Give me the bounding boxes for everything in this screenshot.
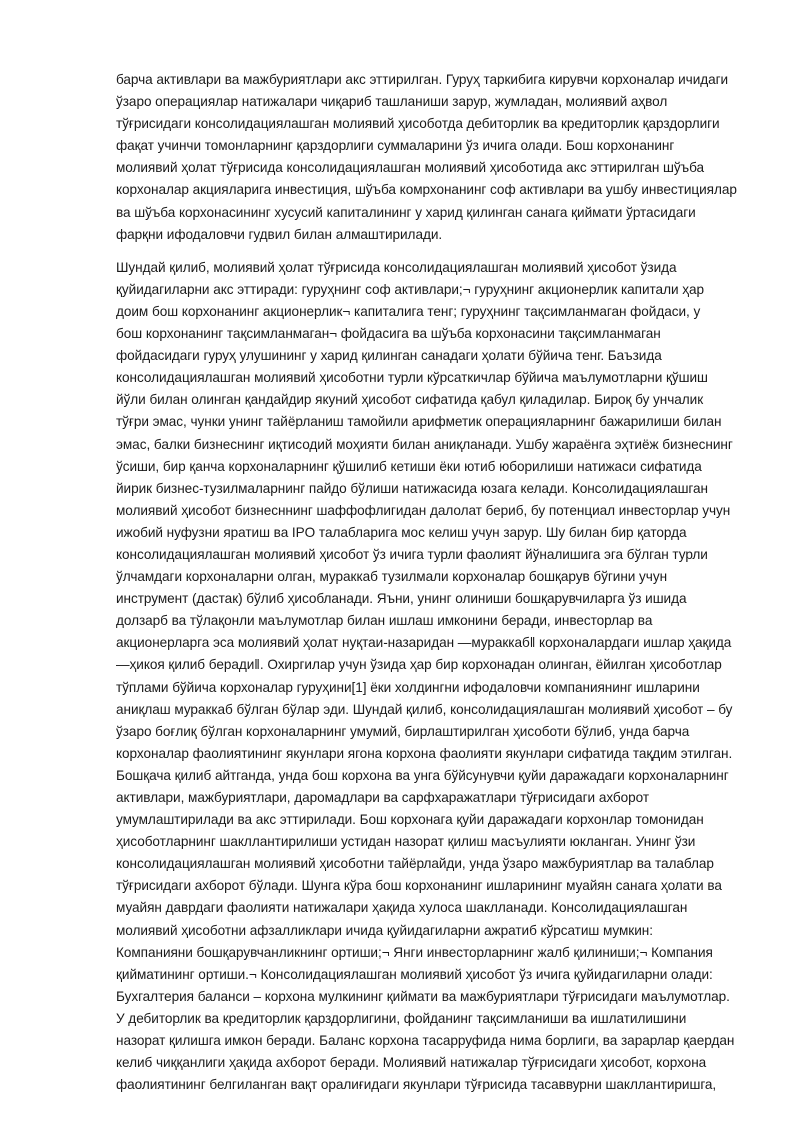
text-line: муайян даврдаги фаолияти натижалари ҳақида хулоса шаклланади. Консолидациялашган — [116, 900, 688, 916]
text-line: активлари, мажбуриятлари, даромадлари ва сарфхаражатлари тўғрисидаги ахборот — [116, 790, 650, 805]
text-line: ижобий нуфузни яратиш ва IPO талабларига мос келиш учун зарур. Шу билан бир қаторда — [116, 524, 687, 540]
text-line: инструмент (дастак) бўлиб ҳисобланади. Яъни, унинг олиниши бошқарувчиларга ўз ишида — [116, 591, 687, 607]
text-line: Шундай қилиб, молиявий ҳолат тўғрисида консолидациялашган молиявий ҳисобот ўзида — [116, 259, 677, 275]
text-line: эмас, балки бизнеснинг иқтисодий моҳияти билан аниқланади. Ушбу жараёнга эҳтиёж бизнеснинг — [116, 436, 733, 452]
text-line: ўзаро операциялар натижалари чиқариб ташланиши зарур, жумладан, молиявий аҳвол — [116, 94, 668, 110]
text-line: ҳисоботларнинг шакллантирилиши устидан назорат қилиш масъулияти юкланган. Унинг ўзи — [116, 834, 696, 850]
text-line: корхоналар фаолиятининг якунлари ягона корхона фаолияти якунлари сифатида тақдим этилган. — [116, 745, 733, 761]
text-line: аниқлаш мураккаб бўлган бўлар эди. Шундай қилиб, консолидациялашган молиявий ҳисобот – бу — [116, 701, 733, 717]
text-line: долзарб ва тўлақонли маълумотлар билан ишлаш имконини беради, инвесторлар ва — [116, 613, 653, 629]
text-line: қуйидагиларни акс эттиради: гуруҳнинг соф активлари;¬ гуруҳнинг акционерлик капитали ҳар — [116, 281, 704, 297]
text-line: тўғри эмас, чунки унинг тайёрланиш тамойили арифметик операцияларнинг бажарилиши билан — [116, 414, 722, 430]
text-line: бош корхонанинг тақсимланмаган¬ фойдасига ва шўъба корхонасини тақсимланмаган — [116, 326, 661, 342]
text-line: қийматининг ортиши.¬ Консолидациялашган молиявий ҳисобот ўз ичига қуйидагиларни олади: — [116, 966, 713, 982]
text-line: Компанияни бошқарувчанликнинг ортиши;¬ Янги инвесторларнинг жалб қилиниши;¬ Компания — [116, 944, 713, 960]
text-line: фаолиятининг белгиланган вақт оралиғидаги якунлари тўғрисида тасаввурни шакллантиришга, — [116, 1077, 717, 1093]
text-line: ўлчамдаги корхоналарни олган, мураккаб тузилмали корхоналар бошқарув бўгини учун — [116, 569, 668, 585]
paragraph-1 — [116, 69, 737, 246]
text-line: фарқни ифодаловчи гудвил билан алмаштирилади. — [116, 226, 443, 242]
text-line: Бошқача қилиб айтганда, унда бош корхона ва унга бўйсунувчи қуйи даражадаги корхоналарнинг — [116, 767, 729, 783]
text-line: ўзаро боғлиқ бўлган корхоналарнинг умумий, бирлаштирилган ҳисоботи бўлиб, унда барча — [116, 723, 690, 739]
text-line: акционерларга эса молиявий ҳолат нуқтаи-назаридан ―мураккаб‖ корхоналардаги ишлар ҳақида — [116, 635, 732, 651]
text-line: йўли билан олинган қандайдир якуний ҳисобот сифатида қабул қиладилар. Бироқ бу унчалик — [116, 392, 704, 408]
text-line: консолидациялашган молиявий ҳисоботни тайёрлайди, унда ўзаро мажбуриятлар ва талаблар — [116, 856, 714, 872]
text-line: корхоналар акцияларига инвестиция, шўъба комрхонанинг соф активлари ва ушбу инвестициялар — [116, 182, 737, 198]
body-text — [116, 69, 737, 1096]
text-line: ва шўъба корхонасининг хусусий капиталининг у харид қилинган санага қиймати ўртасидаги — [116, 204, 696, 220]
text-line: консолидациялашган молиявий ҳисобот ўз ичига турли фаолият йўналишига эга бўлган турли — [116, 546, 708, 562]
text-line: тўғрисидаги консолидациялашган молиявий ҳисоботда дебиторлик ва кредиторлик қарздорлиги — [116, 116, 720, 132]
text-line: ўсиши, бир қанча корхоналарнинг қўшилиб кетиши ёки ютиб юборилиши натижаси сифатида — [116, 458, 702, 474]
text-line: умумлаштирилади ва акс эттирилади. Бош корхонага қуйи даражадаги корхонлар томонидан — [116, 812, 704, 828]
text-line: тўғрисидаги ахборот бўлади. Шунга кўра бош корхонанинг ишларининг муайян санага ҳолати ва — [116, 878, 722, 894]
text-line: барча активлари ва мажбуриятлари акс эттирилган. Гуруҳ таркибига кирувчи корхоналар ичидаги — [116, 72, 729, 87]
text-line: Бухгалтерия баланси – корхона мулкининг қиймати ва мажбуриятлари тўғрисидаги маълумотлар. — [116, 988, 730, 1004]
text-line: доим бош корхонанинг акционерлик¬ капиталига тенг; гуруҳнинг тақсимланмаган фойдаси, у — [116, 303, 701, 319]
text-line: молиявий ҳолат тўғрисида консолидациялашган молиявий ҳисоботида акс эттирилган шўъба — [116, 160, 705, 176]
text-line: келиб чиққанлиги ҳақида ахборот беради. Молиявий натижалар тўғрисидаги ҳисобот, корхона — [116, 1055, 707, 1071]
text-line: У дебиторлик ва кредиторлик қарздорлигини, фойданинг тақсимланиши ва ишлатилишини — [116, 1010, 687, 1026]
paragraph-2 — [116, 257, 735, 1097]
text-line: фақат учинчи томонларнинг қарздорлиги суммаларини ўз ичига олади. Бош корхонанинг — [116, 138, 675, 154]
text-line: фойдасидаги гуруҳ улушининг у харид қилинган санадаги ҳолати бўйича тенг. Баъзида — [116, 348, 662, 364]
text-line: молиявий ҳисоботни афзалликлари ичида қуйидагиларни ажратиб кўрсатиш мумкин: — [116, 922, 653, 938]
text-line: назорат қилишга имкон беради. Баланс корхона тасарруфида нима борлиги, ва зарарлар қаердан — [116, 1033, 735, 1049]
text-line: ―ҳикоя қилиб беради‖. Охиргилар учун ўзида ҳар бир корхонадан олинган, ёйилган ҳисоботлар — [116, 657, 722, 673]
text-line: консолидациялашган молиявий ҳисоботни турли кўрсаткичлар бўйича маълумотларни қўшиш — [116, 370, 708, 386]
text-line: молиявий ҳисобот бизнесннинг шаффофлигидан далолат бериб, бу потенциал инвесторлар учун — [116, 502, 731, 518]
text-line: тўплами бўйича корхоналар гуруҳини[1] ёки холдингни ифодаловчи компаниянинг ишларини — [116, 679, 700, 695]
text-line: йирик бизнес-тузилмаларнинг пайдо бўлиши натижасида юзага келади. Консолидациялашган — [116, 480, 709, 496]
